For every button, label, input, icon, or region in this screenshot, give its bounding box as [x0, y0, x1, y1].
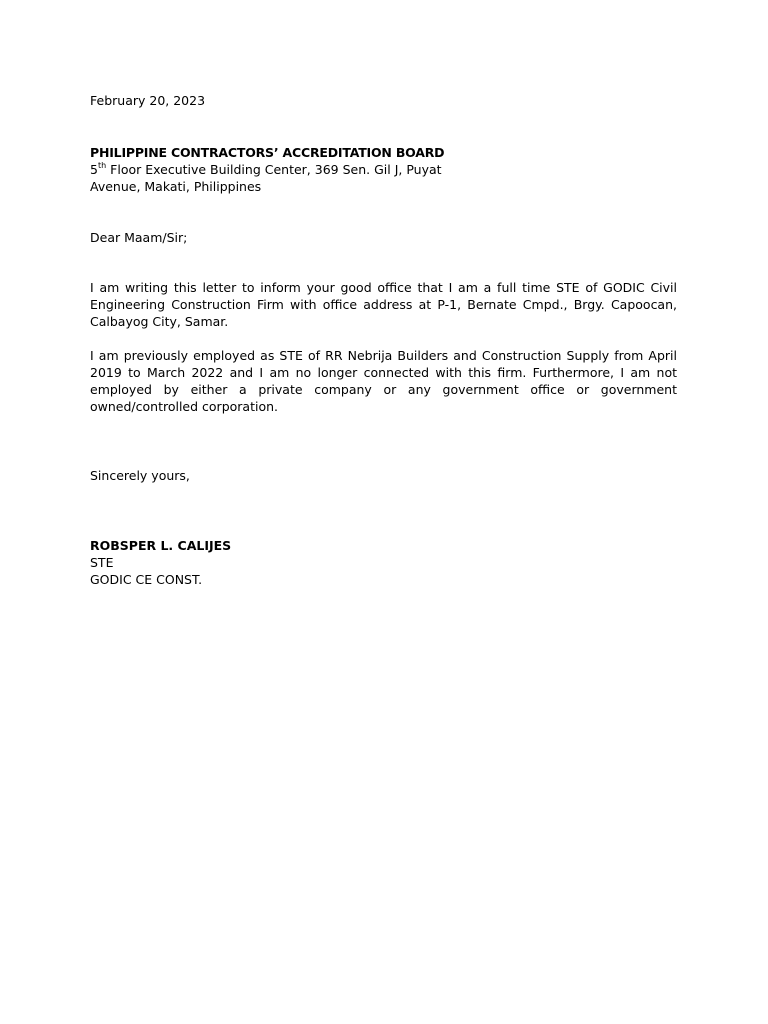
recipient-address-line-1	[90, 161, 677, 178]
recipient-block	[90, 144, 677, 195]
floor-suffix: th	[97, 160, 107, 170]
salutation: Dear Maam/Sir;	[90, 230, 188, 245]
letter-date: February 20, 2023	[90, 93, 206, 108]
address-line-1-rest: Floor Executive Building Center, 369 Sen. Gil J, Puyat	[110, 162, 442, 177]
body-paragraph-2: I am previously employed as STE of RR Nebrija Builders and Construction Supply from April 2019 to March 2022 and I am no longer connected with this firm. Furthermore, I am not employed by either a private company or any government office or government owned/controlled corporation.	[90, 348, 677, 414]
recipient-address-line-2: Avenue, Makati, Philippines	[90, 179, 262, 194]
body-paragraph-1: I am writing this letter to inform your good office that I am a full time STE of GODIC Civil Engineering Construction Firm with office address at P-1, Bernate Cmpd., Brgy. Capoocan, Calbayog City, Samar.	[90, 280, 677, 329]
floor-number: 5	[90, 162, 98, 177]
closing: Sincerely yours,	[90, 468, 190, 483]
recipient-organization: PHILIPPINE CONTRACTORS’ ACCREDITATION BOARD	[90, 145, 445, 160]
signature-block	[90, 537, 677, 588]
signer-name: ROBSPER L. CALIJES	[90, 538, 232, 553]
signer-company: GODIC CE CONST.	[90, 572, 203, 587]
signer-title: STE	[90, 555, 114, 570]
